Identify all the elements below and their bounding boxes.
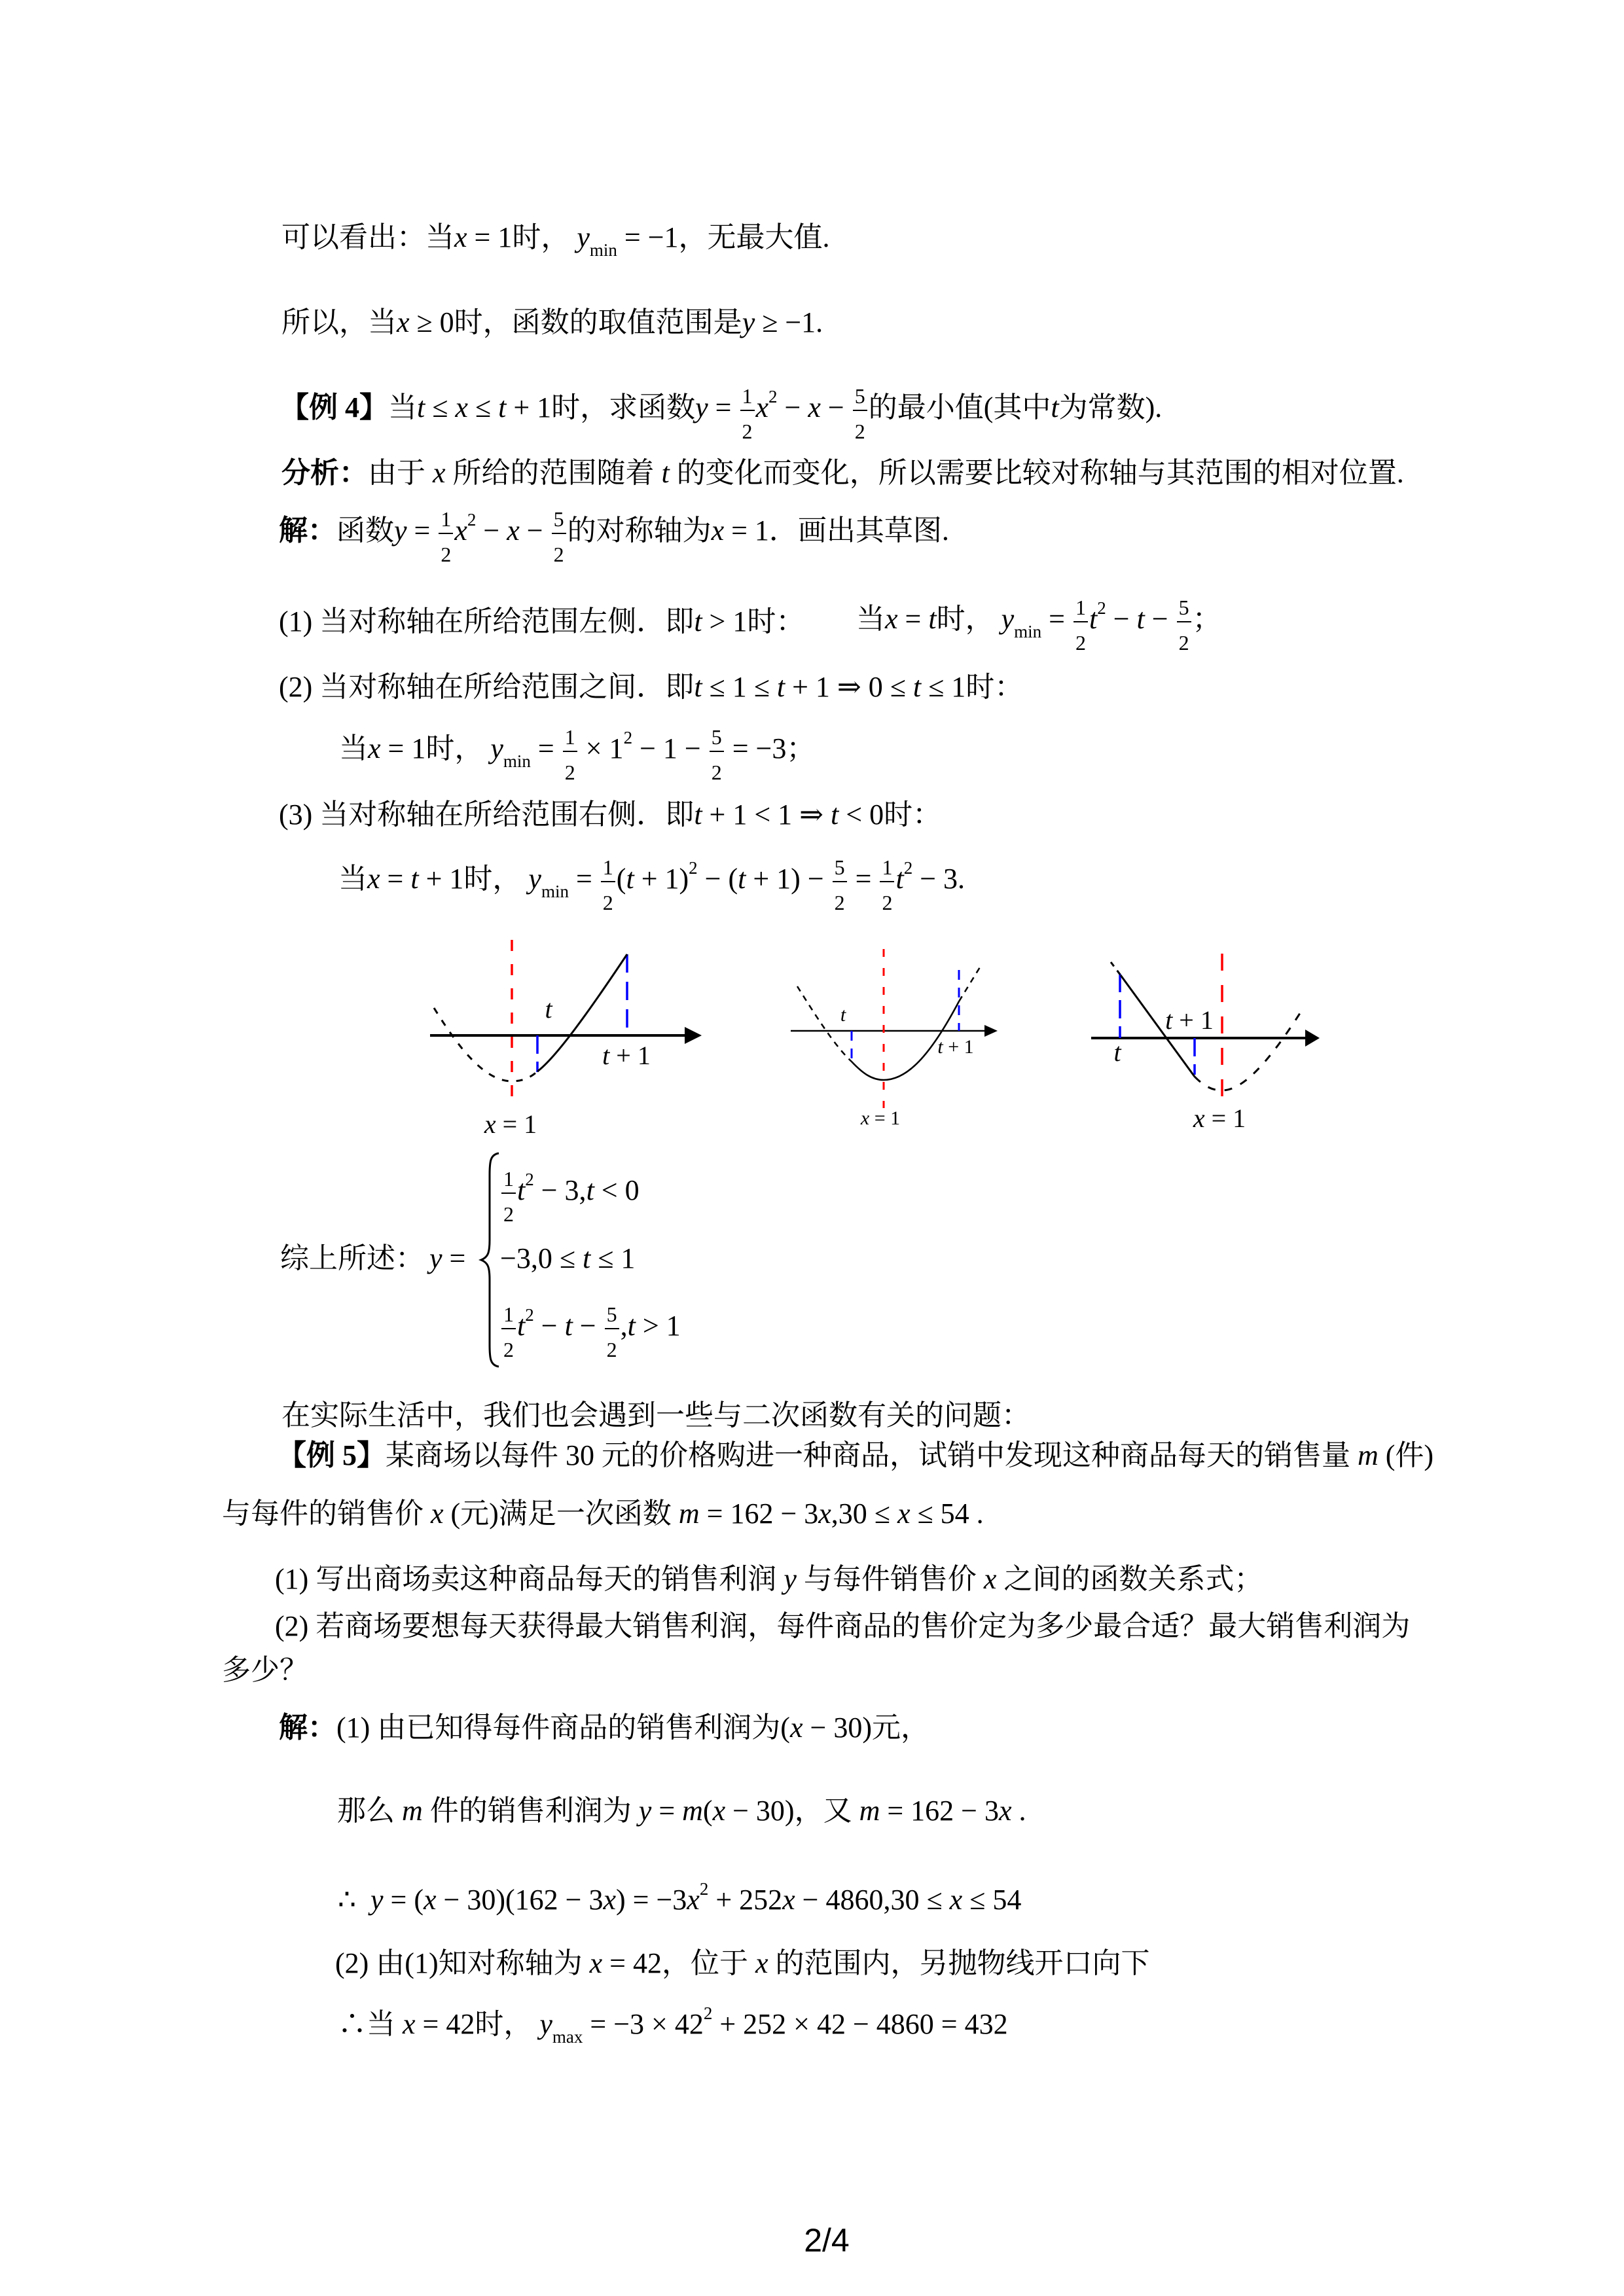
label-rest: = 1: [869, 1107, 901, 1129]
math-variable: x: [999, 1795, 1012, 1827]
math-variable: x: [687, 1884, 700, 1916]
numerator: 5: [553, 507, 564, 531]
axis-arrow-icon: [1305, 1030, 1320, 1047]
math-variable: t: [1089, 603, 1098, 636]
math-variable: m: [678, 1498, 700, 1530]
text: > 1: [635, 1310, 681, 1342]
text: ≤ 1: [590, 1242, 636, 1274]
text: −: [777, 391, 808, 424]
analysis-label: 分析：: [281, 457, 368, 489]
text: + 252: [708, 1884, 783, 1916]
numerator: 1: [564, 725, 575, 749]
exponent: 2: [689, 858, 698, 878]
text: =: [897, 603, 929, 636]
exponent: 2: [768, 387, 778, 407]
text: 与每件的销售价: [222, 1498, 431, 1530]
denominator: 2: [439, 533, 453, 565]
text: ∴: [338, 1884, 370, 1916]
text: = 162 − 3: [880, 1795, 999, 1827]
math-variable: x: [860, 1107, 870, 1129]
denominator: 2: [601, 881, 615, 914]
denominator: 2: [552, 533, 566, 565]
math-variable: x: [885, 603, 898, 636]
text: (: [616, 863, 626, 895]
text: (: [702, 1795, 713, 1827]
math-variable: m: [1358, 1439, 1379, 1471]
text: 函数: [336, 514, 394, 547]
numerator: 1: [503, 1167, 514, 1191]
text: 多少？: [222, 1654, 308, 1686]
text: =: [848, 863, 879, 895]
math-variable: x: [431, 1498, 444, 1530]
text: 的最小值(其中: [868, 391, 1051, 424]
line-content: [280, 1242, 424, 1275]
text: + 1时，: [418, 863, 529, 895]
case3-result: [338, 839, 965, 924]
subscript: min: [503, 751, 531, 772]
text: ≤ 1 ≤: [702, 671, 777, 703]
math-variable: t: [517, 1310, 526, 1342]
text: 之间的函数关系式；: [996, 1563, 1263, 1595]
math-variable: x: [755, 391, 769, 424]
line-content: [500, 1242, 635, 1275]
math-variable: x: [454, 221, 467, 253]
numerator: 5: [834, 855, 845, 879]
text: = 1时，: [380, 732, 491, 765]
text: (2) 当对称轴在所给范围之间．即: [279, 671, 695, 703]
page-number: 2/4: [804, 2222, 850, 2259]
math-variable: t: [912, 671, 922, 703]
math-variable: x: [603, 1884, 616, 1916]
math-variable: t: [627, 1310, 636, 1342]
text: + 1时，求函数: [506, 391, 696, 424]
text: = −3；: [725, 732, 816, 765]
text: < 0: [594, 1174, 640, 1207]
example4-solution: [279, 491, 949, 576]
text: ≤ 54 .: [910, 1498, 984, 1530]
text: 某商场以每件 30 元的价格购进一种商品，试销中发现这种商品每天的销售量: [386, 1439, 1358, 1471]
exponent: 2: [623, 728, 633, 748]
example-label: 【例 5】: [278, 1439, 386, 1471]
text: < 0时：: [839, 798, 942, 831]
denominator: 2: [605, 1328, 619, 1361]
text: −: [519, 514, 550, 547]
text: − 30)，又: [725, 1795, 859, 1827]
text: .: [1011, 1795, 1026, 1827]
math-variable: t: [928, 603, 937, 636]
exponent: 2: [1097, 598, 1106, 619]
line-content: [281, 306, 823, 339]
line-content: [338, 850, 965, 914]
text: 的范围内，另抛物线开口向下: [768, 1947, 1150, 1979]
math-variable: t: [831, 798, 839, 831]
line-content: [337, 1795, 1026, 1827]
subscript: min: [1014, 622, 1042, 642]
exponent: 2: [525, 1170, 534, 1190]
math-variable: t: [417, 391, 425, 424]
denominator: 2: [740, 410, 755, 442]
text: 由于: [368, 457, 433, 489]
line-content: [281, 457, 1404, 490]
example5-part2-line1: [275, 1584, 1410, 1669]
text: = 1时，: [467, 221, 577, 253]
parabola-outside-range: [434, 1008, 537, 1081]
range-start-label: [545, 994, 552, 1024]
range-start-label: [1113, 1037, 1121, 1067]
text: =: [651, 1795, 683, 1827]
math-variable: x: [789, 1712, 803, 1744]
math-variable: t: [602, 1040, 610, 1070]
math-variable: y: [370, 1884, 384, 1916]
label-rest: + 1: [943, 1035, 974, 1058]
math-variable: x: [368, 732, 381, 765]
range-conclusion: [281, 280, 823, 365]
range-end-label: [602, 1041, 651, 1070]
text: = 42时，: [415, 2008, 540, 2040]
sketch-axis-within-range: [791, 949, 998, 1129]
numerator: 1: [742, 384, 753, 408]
example5-solution-step2: [337, 1768, 1026, 1854]
parabola-outside-range: [1111, 962, 1121, 975]
text: −: [533, 1310, 565, 1342]
denominator: 2: [1177, 621, 1191, 654]
math-variable: t: [694, 671, 702, 703]
sketch-axis-left-of-range: [430, 940, 702, 1139]
numerator: 1: [882, 855, 893, 879]
label-rest: = 1: [496, 1109, 537, 1139]
text: − 3.: [912, 863, 965, 895]
subscript: max: [552, 2027, 583, 2047]
text: −: [476, 514, 507, 547]
solution-label: 解：: [279, 1712, 336, 1744]
fraction: [1074, 590, 1088, 654]
text: + 252 × 42 − 4860 = 432: [712, 2008, 1008, 2040]
math-variable: y: [784, 1563, 797, 1595]
text: ,: [620, 1310, 628, 1342]
text: = −3 × 42: [583, 2008, 704, 2040]
math-variable: t: [937, 1035, 943, 1058]
text: −3,0 ≤: [500, 1242, 583, 1274]
fraction: [439, 501, 453, 565]
brace-path: [481, 1153, 499, 1367]
fraction: [880, 850, 894, 914]
text: 为常数).: [1058, 391, 1163, 424]
text: 当: [388, 391, 417, 424]
denominator: 2: [853, 410, 867, 442]
math-variable: t: [586, 1174, 594, 1207]
text: =: [380, 863, 411, 895]
denominator: 2: [833, 881, 847, 914]
text: − 30)元，: [803, 1712, 929, 1744]
text: =: [530, 732, 562, 765]
solution-label: 解：: [279, 514, 336, 547]
example-label: 【例 4】: [280, 391, 388, 424]
line-content: [335, 1947, 1150, 1980]
line-content: [278, 1439, 1434, 1472]
math-variable: x: [397, 306, 410, 338]
math-variable: x: [782, 1884, 795, 1916]
numerator: 1: [441, 507, 452, 531]
math-variable: t: [1051, 391, 1059, 424]
summary-lhs: [429, 1216, 473, 1301]
text: − (: [697, 863, 738, 895]
text: 当: [856, 603, 885, 636]
text: = (: [383, 1884, 424, 1916]
text: 时，: [936, 603, 1001, 636]
exponent: 2: [699, 1879, 709, 1899]
fraction: [601, 850, 615, 914]
math-variable: t: [776, 671, 785, 703]
text: ≤ 54: [962, 1884, 1022, 1916]
text: ≥ −1.: [755, 306, 823, 338]
range-end-label: [937, 1036, 973, 1058]
line-content: [338, 1879, 1022, 1916]
text: (1) 当对称轴在所给范围左侧．即: [279, 605, 695, 637]
math-variable: x: [589, 1947, 603, 1979]
range-end-label: [1165, 1005, 1214, 1035]
text: 与每件销售价: [796, 1563, 984, 1595]
line-content: [279, 501, 949, 565]
text: (1) 由已知得每件商品的销售利润为(: [336, 1712, 790, 1744]
text: − 3,: [533, 1174, 586, 1207]
math-variable: t: [895, 863, 904, 895]
denominator: 2: [563, 751, 577, 783]
text: ,30 ≤: [831, 1498, 897, 1530]
math-variable: x: [484, 1109, 496, 1139]
math-variable: m: [402, 1795, 423, 1827]
numerator: 5: [1178, 596, 1189, 619]
text: =: [708, 391, 739, 424]
denominator: 2: [710, 751, 724, 783]
numerator: 1: [503, 1302, 514, 1326]
text: − 1 −: [632, 732, 708, 765]
exponent: 2: [703, 2003, 713, 2023]
text: 当: [338, 863, 367, 895]
text: + 1 < 1 ⇒: [702, 798, 831, 831]
exponent: 2: [525, 1305, 534, 1325]
numerator: 1: [602, 855, 613, 879]
line-content: [279, 671, 1023, 704]
subscript: min: [541, 882, 569, 902]
text: −: [820, 391, 852, 424]
math-variable: x: [424, 1884, 437, 1916]
math-variable: y: [429, 1242, 442, 1274]
math-variable: y: [742, 306, 755, 338]
text: ∴当: [338, 2008, 403, 2040]
text: =: [406, 514, 438, 547]
label-rest: + 1: [609, 1040, 651, 1070]
line-content: [222, 1654, 308, 1687]
symmetry-axis-label: [1193, 1103, 1246, 1133]
text: 的对称轴为: [567, 514, 712, 547]
math-variable: x: [403, 2008, 416, 2040]
fraction: [1177, 590, 1191, 654]
text: (1) 写出商场卖这种商品每天的销售利润: [275, 1563, 784, 1595]
text: 件的销售利润为: [422, 1795, 639, 1827]
text: > 1时：: [702, 605, 805, 637]
math-variable: y: [695, 391, 708, 424]
line-content: [222, 1498, 984, 1530]
math-variable: x: [711, 514, 725, 547]
denominator: 2: [1074, 621, 1088, 654]
math-variable: y: [1001, 603, 1015, 636]
text: = 1．画出其草图.: [724, 514, 949, 547]
math-variable: t: [498, 391, 507, 424]
text: ≤: [425, 391, 456, 424]
math-variable: x: [1193, 1103, 1205, 1133]
fraction: [501, 1297, 516, 1361]
line-content: [338, 2003, 1008, 2047]
math-variable: y: [528, 863, 541, 895]
math-variable: t: [1113, 1037, 1121, 1067]
summary-label: [280, 1216, 424, 1301]
text: ≤ 1时：: [921, 671, 1024, 703]
math-variable: x: [755, 1947, 768, 1979]
math-variable: t: [626, 863, 634, 895]
line-content: [275, 1610, 1410, 1643]
text: (2) 由(1)知对称轴为: [335, 1947, 590, 1979]
text: ≤: [467, 391, 499, 424]
numerator: 5: [711, 725, 722, 749]
text: ) = −3: [616, 1884, 687, 1916]
math-variable: t: [694, 798, 702, 831]
math-variable: t: [1165, 1005, 1173, 1035]
line-content: [279, 605, 804, 638]
math-variable: x: [433, 457, 446, 489]
range-start-label: [840, 1004, 846, 1026]
denominator: 2: [501, 1328, 516, 1361]
text: + 1): [634, 863, 689, 895]
fraction: [552, 501, 566, 565]
numerator: 1: [1075, 596, 1086, 619]
text: 所以，当: [281, 306, 397, 338]
math-variable: x: [507, 514, 520, 547]
numerator: 5: [854, 384, 865, 408]
math-variable: t: [661, 457, 670, 489]
text: − 30)(162 − 3: [436, 1884, 604, 1916]
text: =: [1041, 603, 1072, 636]
subscript: min: [589, 240, 617, 260]
sketch-axis-right-of-range: [1091, 954, 1320, 1133]
text: 综上所述：: [280, 1242, 424, 1274]
line-content: [279, 798, 941, 831]
text: = −1，无最大值.: [617, 221, 830, 253]
text: = 162 − 3: [699, 1498, 819, 1530]
math-variable: x: [949, 1884, 963, 1916]
line-content: [500, 1297, 681, 1361]
math-variable: t: [694, 605, 702, 637]
text: 那么: [337, 1795, 402, 1827]
math-variable: y: [539, 2008, 552, 2040]
exponent: 2: [467, 510, 477, 530]
text: + 1) −: [746, 863, 831, 895]
math-variable: t: [410, 863, 419, 895]
example5-solution-step5: [338, 1982, 1008, 2067]
label-rest: + 1: [1172, 1005, 1214, 1035]
denominator: 2: [501, 1193, 516, 1225]
text: ≥ 0时，函数的取值范围是: [409, 306, 742, 338]
text: (元)满足一次函数: [443, 1498, 679, 1530]
denominator: 2: [880, 881, 894, 914]
math-variable: t: [582, 1242, 591, 1274]
math-variable: y: [638, 1795, 652, 1827]
text: ；: [1192, 603, 1221, 636]
fraction: [605, 1297, 619, 1361]
line-content: [281, 221, 830, 260]
math-variable: t: [545, 994, 552, 1024]
axis-arrow-icon: [685, 1027, 702, 1044]
math-variable: m: [682, 1795, 703, 1827]
math-variable: x: [818, 1498, 831, 1530]
exponent: 2: [903, 858, 913, 878]
text: (3) 当对称轴在所给范围右侧．即: [279, 798, 695, 831]
symmetry-axis-label: [860, 1107, 900, 1129]
text: 当: [339, 732, 368, 765]
math-variable: x: [712, 1795, 726, 1827]
axis-arrow-icon: [984, 1025, 998, 1037]
math-variable: y: [490, 732, 503, 765]
math-variable: t: [840, 1003, 846, 1026]
text: −: [1144, 603, 1176, 636]
math-variable: x: [367, 863, 380, 895]
math-variable: t: [517, 1174, 526, 1207]
math-variable: y: [394, 514, 407, 547]
text: = 42，位于: [602, 1947, 755, 1979]
math-variable: m: [859, 1795, 880, 1827]
summary-case-3: [500, 1286, 681, 1371]
parabola-outside-range: [959, 964, 982, 1001]
math-variable: x: [897, 1498, 911, 1530]
math-variable: x: [454, 514, 467, 547]
line-content: [429, 1242, 473, 1275]
math-variable: t: [564, 1310, 573, 1342]
line-content: [279, 1712, 929, 1744]
math-variable: y: [577, 221, 590, 253]
sketch-diagrams: [393, 929, 1342, 1158]
text: =: [442, 1242, 473, 1274]
text: (件): [1378, 1439, 1434, 1471]
example5-solution-step1: [279, 1685, 929, 1770]
text: −: [1106, 603, 1137, 636]
fraction: [833, 850, 847, 914]
text: × 1: [578, 732, 624, 765]
text: 的变化而变化，所以需要比较对称轴与其范围的相对位置.: [669, 457, 1404, 489]
text: 所给的范围随着: [445, 457, 662, 489]
text: + 1 ⇒ 0 ≤: [785, 671, 913, 703]
text: 在实际生活中，我们也会遇到一些与二次函数有关的问题：: [281, 1399, 1030, 1431]
numerator: 5: [606, 1302, 617, 1326]
symmetry-axis-label: [484, 1109, 537, 1139]
text: −: [572, 1310, 604, 1342]
math-variable: x: [455, 391, 468, 424]
math-variable: x: [808, 391, 821, 424]
text: =: [568, 863, 600, 895]
math-variable: t: [1136, 603, 1145, 636]
text: 可以看出：当: [281, 221, 454, 253]
math-variable: t: [738, 863, 746, 895]
math-variable: x: [983, 1563, 997, 1595]
text: (2) 若商场要想每天获得最大销售利润，每件商品的售价定为多少最合适？最大销售利润为: [275, 1610, 1411, 1642]
min-value-conclusion: [281, 195, 830, 280]
label-rest: = 1: [1204, 1103, 1246, 1133]
text: − 4860,30 ≤: [795, 1884, 950, 1916]
